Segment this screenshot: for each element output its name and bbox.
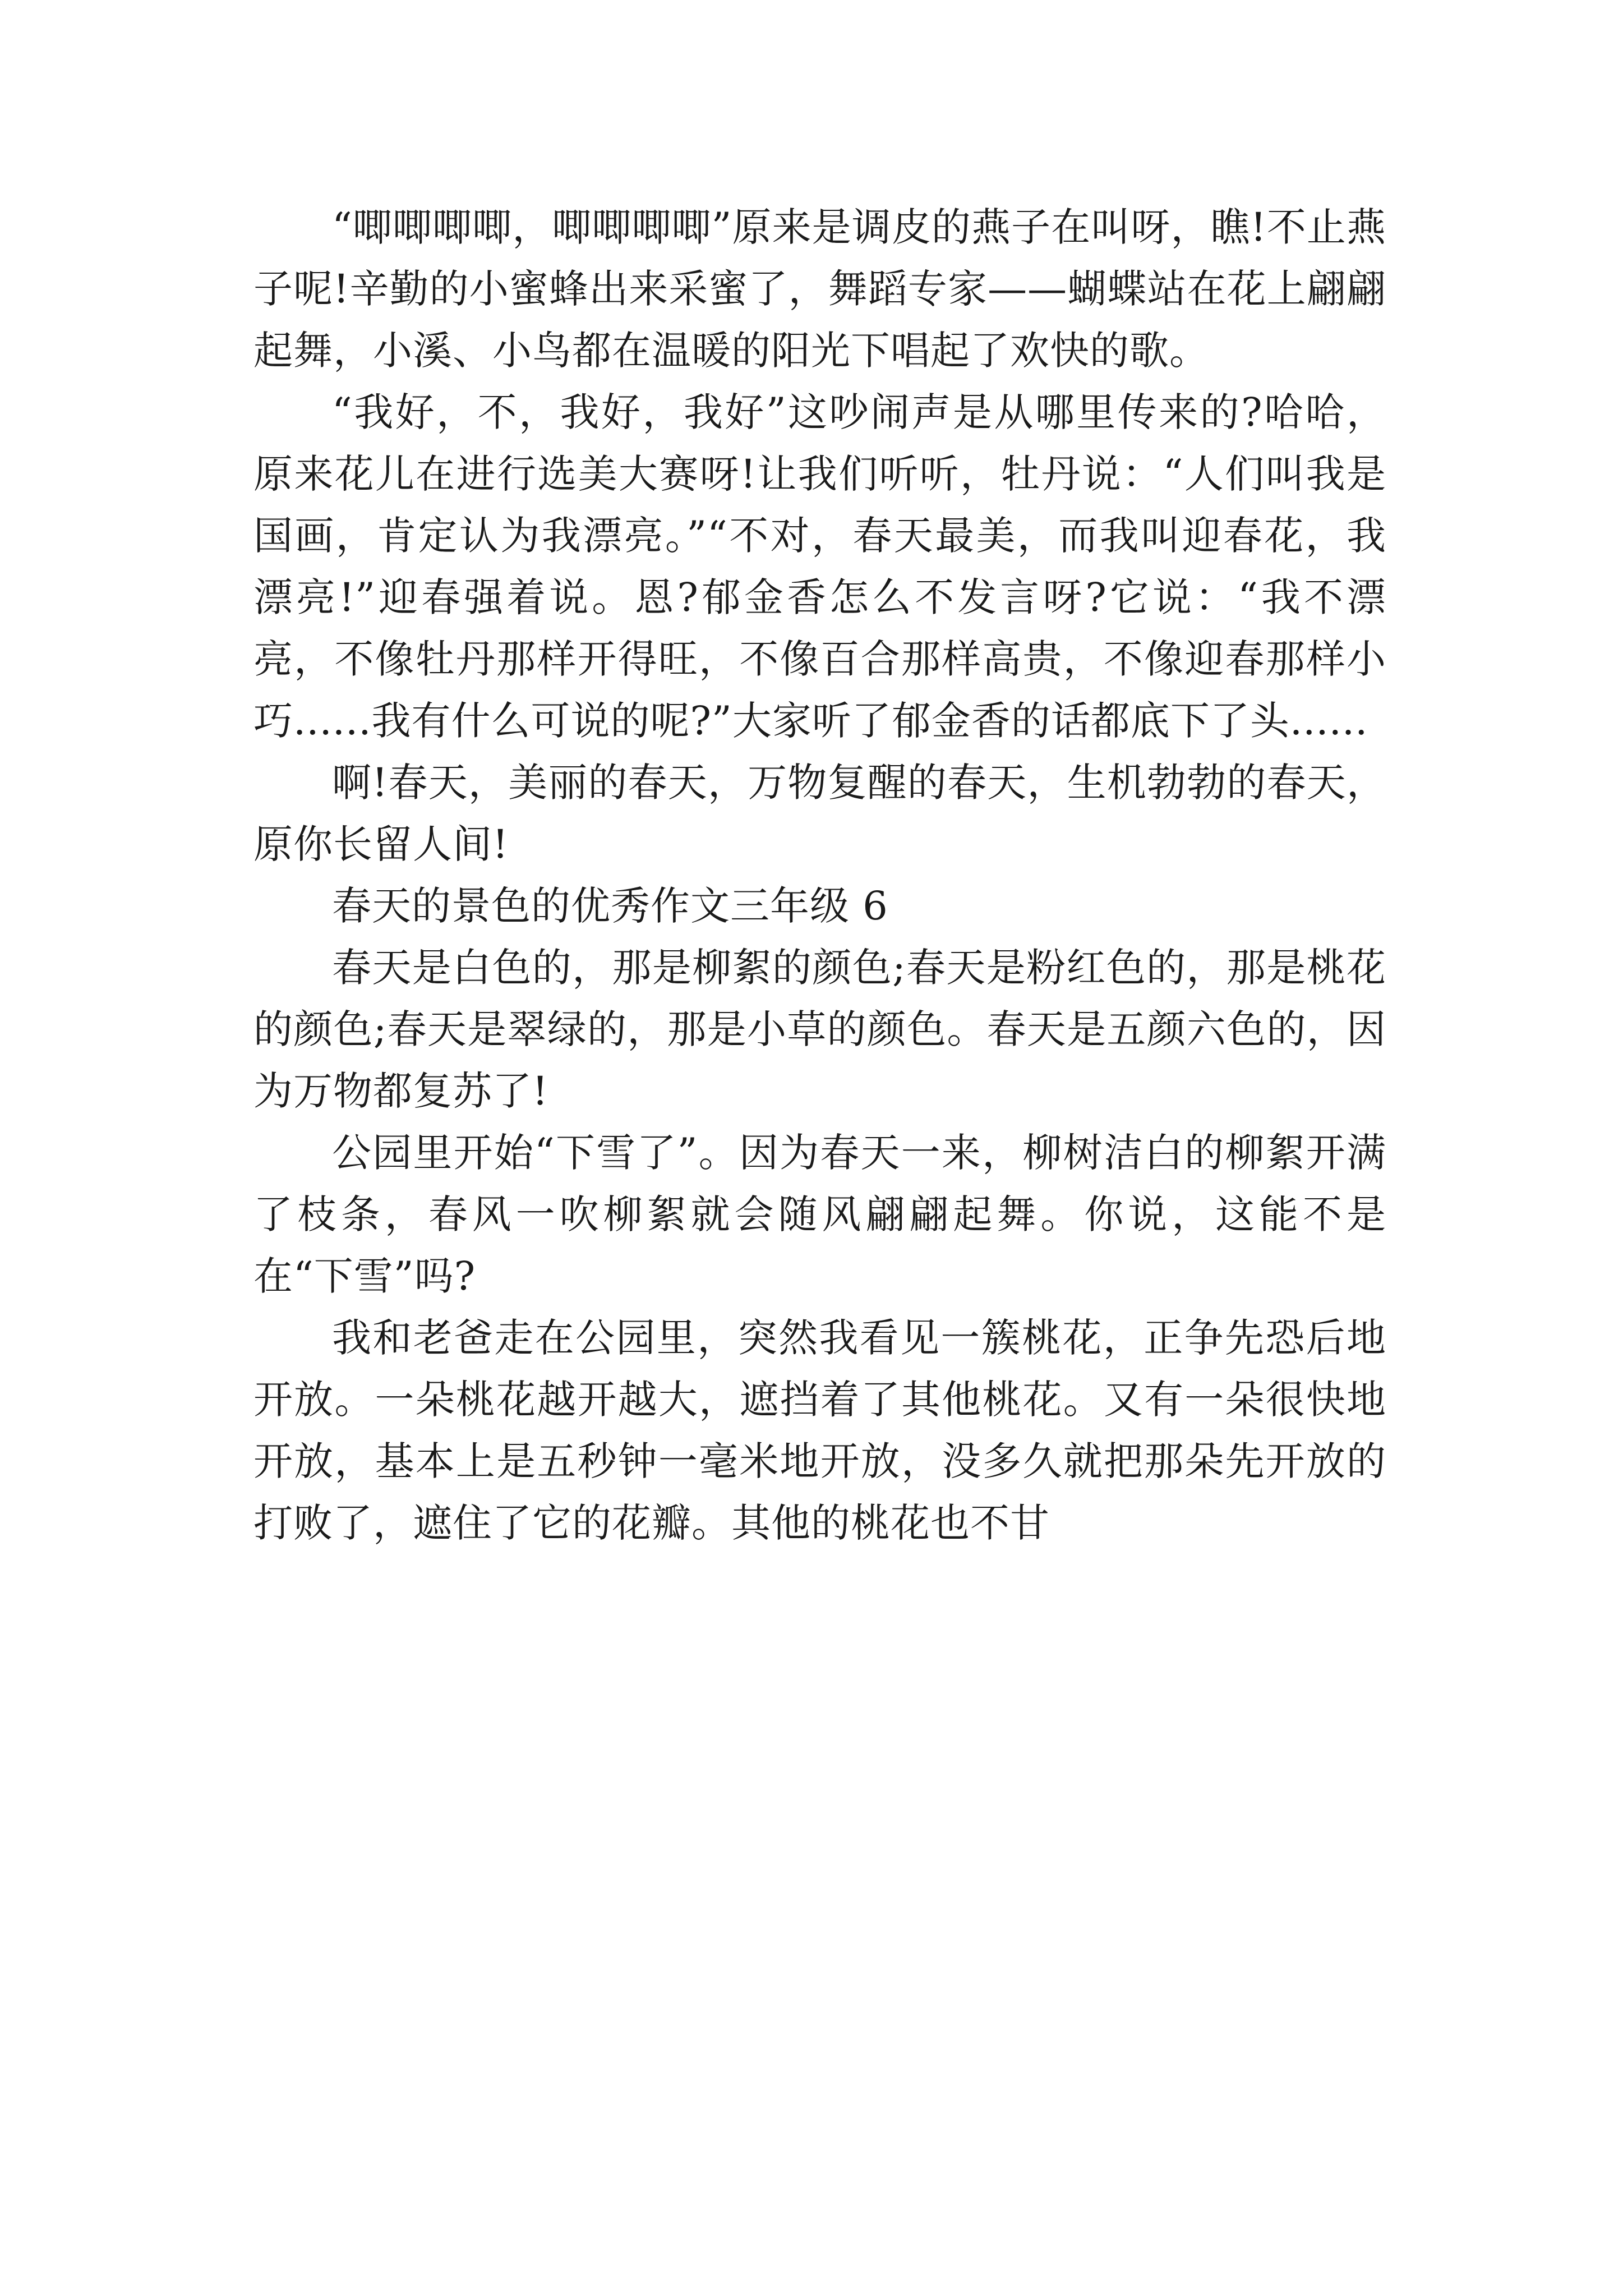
essay-heading: 春天的景色的优秀作文三年级 6 xyxy=(332,883,888,929)
paragraph-flower-contest: “我好，不，我好，我好”这吵闹声是从哪里传来的?哈哈，原来花儿在进行选美大赛呀!让我们听听，牡丹说：“人们叫我是国画，肯定认为我漂亮。”“不对，春天最美，而我叫迎春花，我漂亮!”迎春强着说。恩?郁金香怎么不发言呀?它说：“我不漂亮，不像牡丹那样开得旺，不像百合那样高贵，不像迎春那样小巧......我有什么可说的呢?”大家听了郁金香的话都底下了头...... xyxy=(253,389,1386,744)
paragraph-willow-snow: 公园里开始“下雪了”。因为春天一来，柳树洁白的柳絮开满了枝条，春风一吹柳絮就会随风翩翩起舞。你说，这能不是在“下雪”吗? xyxy=(253,1130,1386,1299)
paragraph-peach-blossoms: 我和老爸走在公园里，突然我看见一簇桃花，正争先恐后地开放。一朵桃花越开越大，遮挡着了其他桃花。又有一朵很快地开放，基本上是五秒钟一毫米地开放，没多久就把那朵先开放的打败了，遮住了它的花瓣。其他的桃花也不甘 xyxy=(253,1315,1386,1546)
paragraph-spring-praise: 啊!春天，美丽的春天，万物复醒的春天，生机勃勃的春天，原你长留人间! xyxy=(253,760,1386,867)
document-body xyxy=(253,196,1386,1554)
paragraph-spring-colors: 春天是白色的，那是柳絮的颜色;春天是粉红色的，那是桃花的颜色;春天是翠绿的，那是小草的颜色。春天是五颜六色的，因为万物都复苏了! xyxy=(253,945,1386,1114)
paragraph-swallows: “唧唧唧唧，唧唧唧唧”原来是调皮的燕子在叫呀，瞧!不止燕子呢!辛勤的小蜜蜂出来采蜜了，舞蹈专家——蝴蝶站在花上翩翩起舞，小溪、小鸟都在温暖的阳光下唱起了欢快的歌。 xyxy=(253,204,1386,374)
